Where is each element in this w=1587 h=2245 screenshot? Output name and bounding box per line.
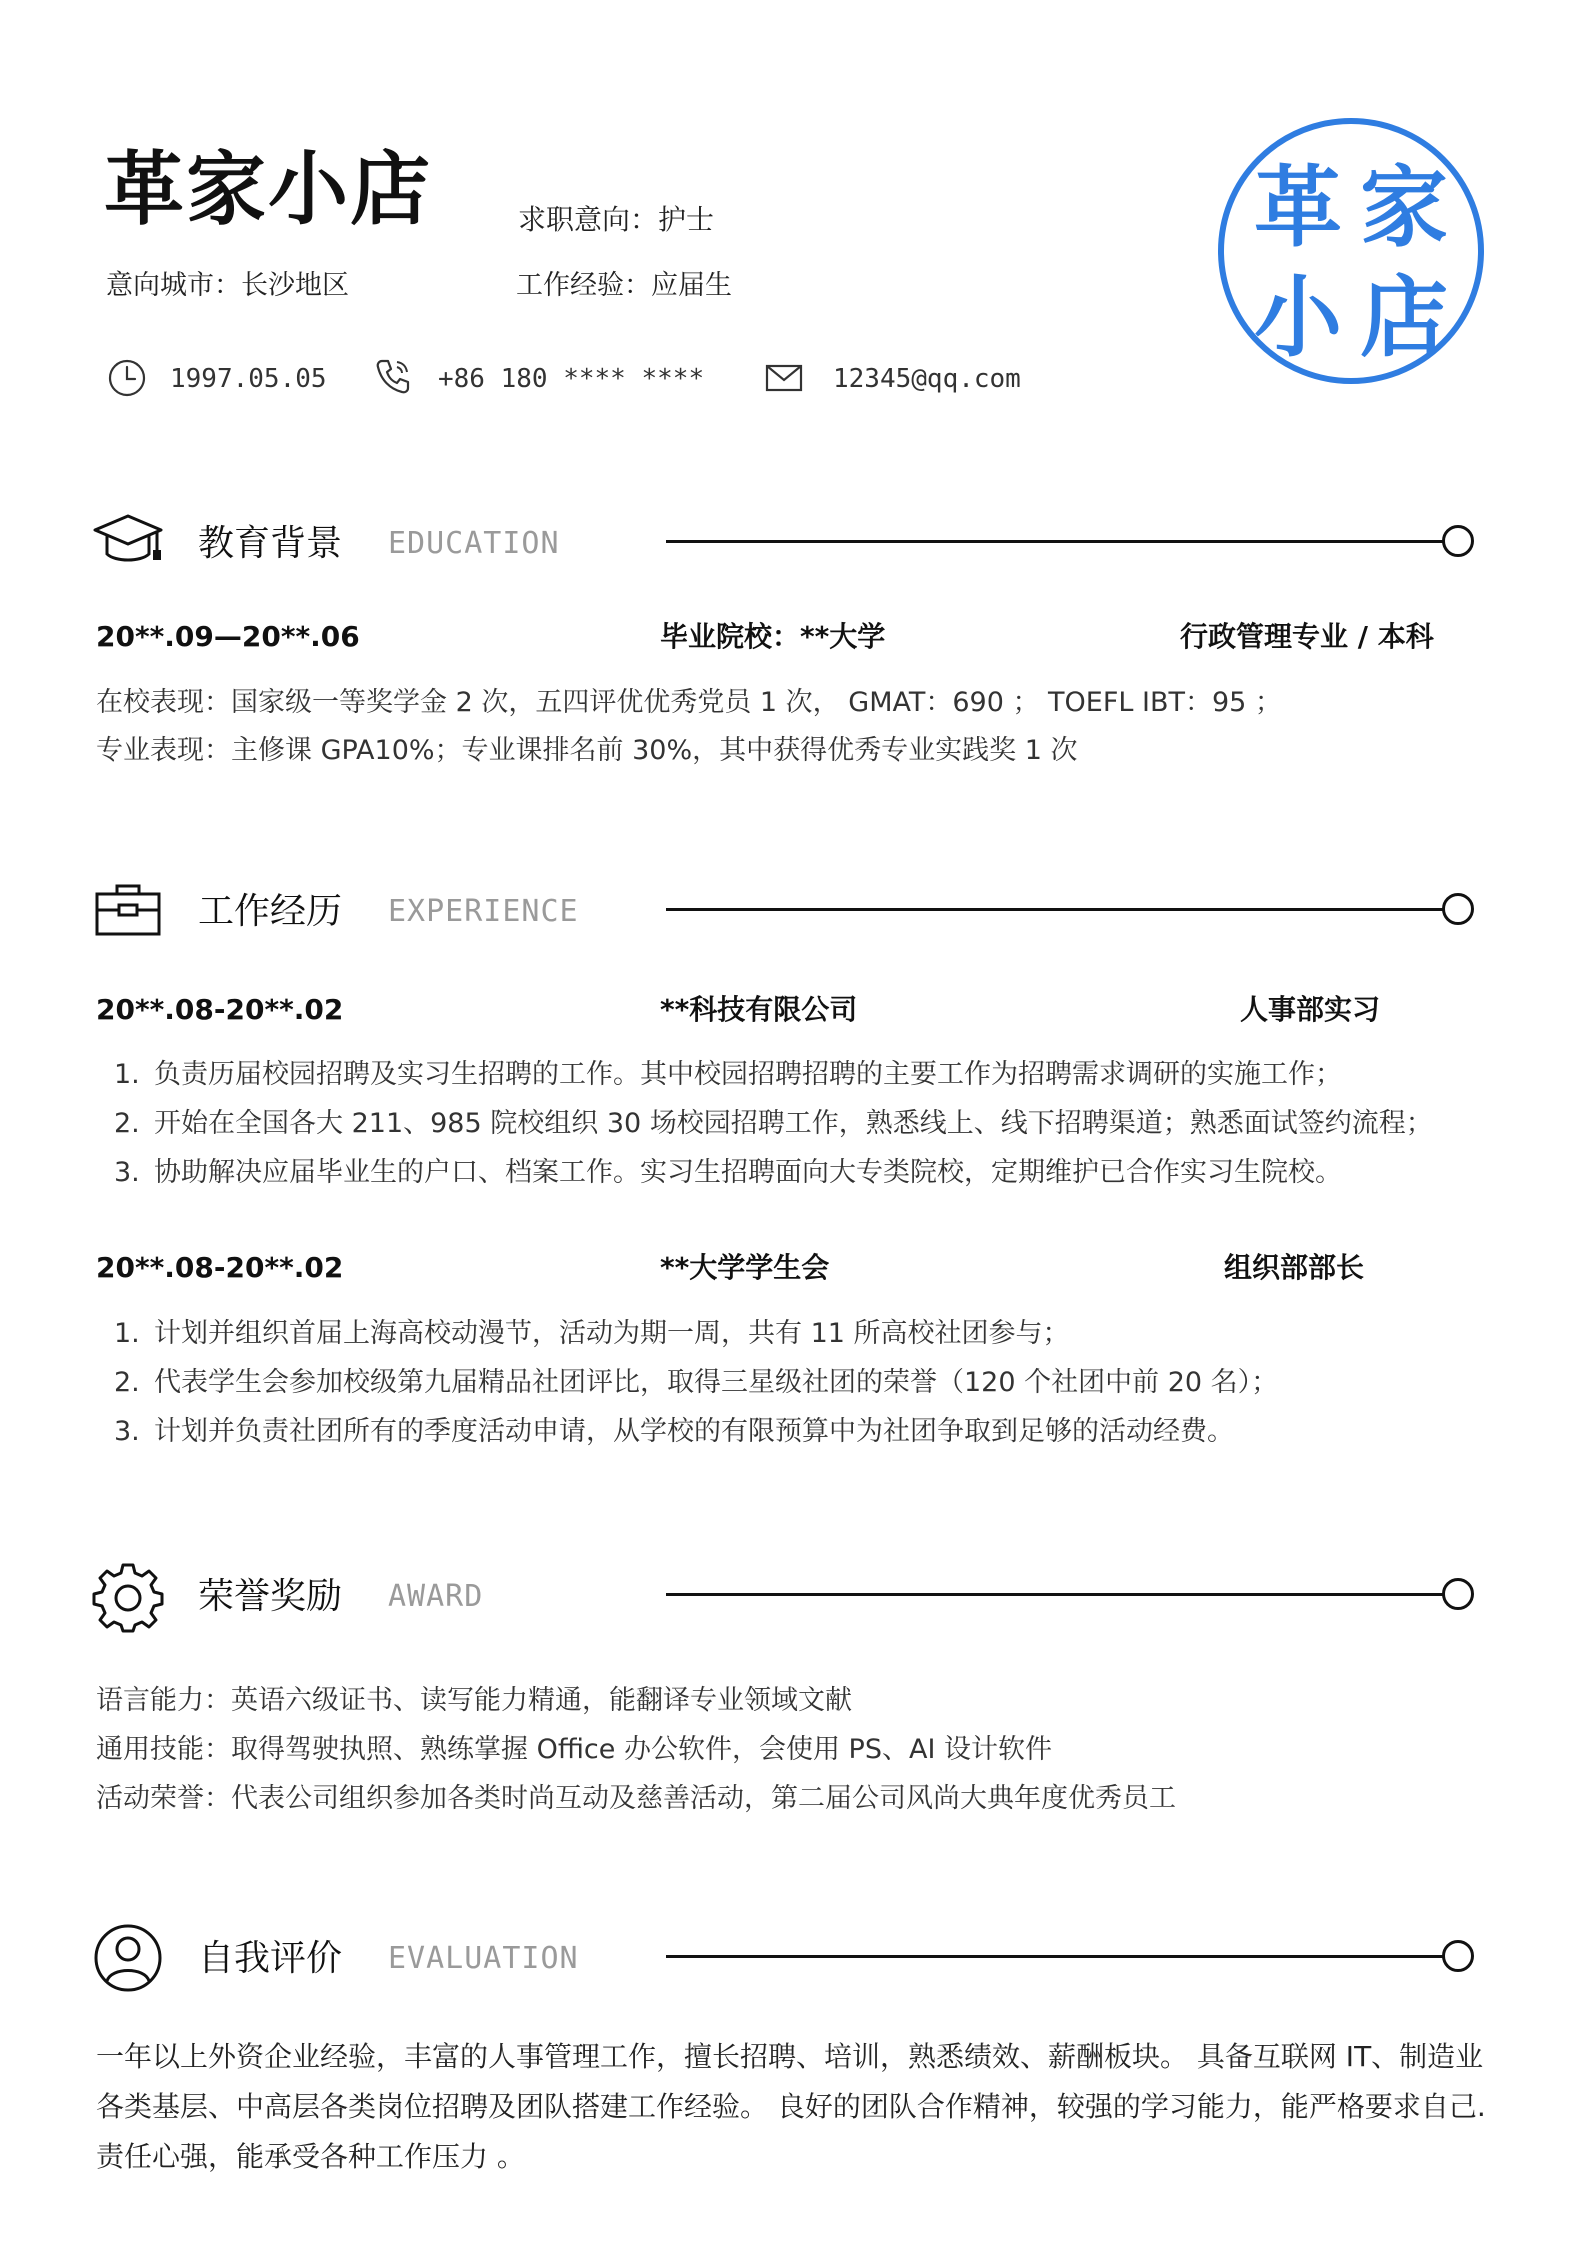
job-org: **科技有限公司 xyxy=(660,993,858,1026)
list-item: 3. 协助解决应届毕业生的户口、档案工作。实习生招聘面向大专类院校，定期维护已合作实习生院校。 xyxy=(114,1157,1342,1188)
section-divider-end xyxy=(1442,525,1474,557)
gear-icon xyxy=(91,1559,165,1633)
section-en-evaluation: EVALUATION xyxy=(388,1941,579,1976)
self-evaluation-text: 一年以上外资企业经验，丰富的人事管理工作，擅长招聘、培训，熟悉绩效、薪酬板块。 具备互联网 IT、制造业各类基层、中高层各类岗位招聘及团队搭建工作经验。 良好的团队合作精神，较强的学习能力，能严格要求自己.责任心强，能承受各种工作压力 。 xyxy=(96,2040,1486,2173)
list-item: 1. 计划并组织首届上海高校动漫节，活动为期一周，共有 11 所高校社团参与； xyxy=(114,1318,1070,1349)
target-city: 意向城市：长沙地区 xyxy=(106,270,349,301)
section-divider-end xyxy=(1442,1940,1474,1972)
phone-number: +86 180 **** **** xyxy=(438,364,705,394)
list-item: 2. 开始在全国各大 211、985 院校组织 30 场校园招聘工作，熟悉线上、线下招聘渠道；熟悉面试签约流程； xyxy=(114,1108,1433,1139)
section-title-evaluation: 自我评价 xyxy=(198,1938,343,1979)
award-line: 活动荣誉：代表公司组织参加各类时尚互动及慈善活动，第二届公司风尚大典年度优秀员工 xyxy=(96,1783,1176,1814)
briefcase-icon xyxy=(91,874,165,948)
graduation-cap-icon xyxy=(91,506,165,580)
education-school: 毕业院校：**大学 xyxy=(660,620,886,653)
section-title-award: 荣誉奖励 xyxy=(198,1576,343,1617)
svg-text:小: 小 xyxy=(1253,265,1343,369)
education-line: 专业表现：主修课 GPA10%；专业课排名前 30%，其中获得优秀专业实践奖 1 次 xyxy=(96,735,1078,766)
section-title-education: 教育背景 xyxy=(198,523,343,564)
section-divider xyxy=(666,908,1444,911)
svg-text:店: 店 xyxy=(1359,265,1449,369)
section-divider xyxy=(666,540,1444,543)
list-item: 1. 负责历届校园招聘及实习生招聘的工作。其中校园招聘招聘的主要工作为招聘需求调研的实施工作； xyxy=(114,1059,1342,1090)
section-en-award: AWARD xyxy=(388,1579,484,1614)
mail-icon xyxy=(764,358,804,398)
section-en-education: EDUCATION xyxy=(388,526,560,561)
section-title-experience: 工作经历 xyxy=(198,891,343,932)
email-address: 12345@qq.com xyxy=(833,364,1021,394)
job-intent: 求职意向：护士 xyxy=(518,203,715,236)
birth-date: 1997.05.05 xyxy=(170,364,327,394)
svg-text:革: 革 xyxy=(1253,155,1343,259)
user-icon xyxy=(91,1921,165,1995)
education-line: 在校表现：国家级一等奖学金 2 次，五四评优优秀党员 1 次， GMAT：690 ； TOEFL IBT：95 ； xyxy=(96,687,1282,718)
section-divider-end xyxy=(1442,893,1474,925)
section-divider xyxy=(666,1955,1444,1958)
job-period: 20**.08-20**.02 xyxy=(96,993,344,1026)
job-role: 组织部部长 xyxy=(1224,1251,1365,1284)
clock-icon xyxy=(107,358,147,398)
list-item: 3. 计划并负责社团所有的季度活动申请，从学校的有限预算中为社团争取到足够的活动经费。 xyxy=(114,1416,1234,1447)
job-org: **大学学生会 xyxy=(660,1251,830,1284)
section-en-experience: EXPERIENCE xyxy=(388,894,579,929)
award-line: 通用技能：取得驾驶执照、熟练掌握 Office 办公软件，会使用 PS、AI 设计软件 xyxy=(96,1734,1052,1765)
list-item: 2. 代表学生会参加校级第九届精品社团评比，取得三星级社团的荣誉（120 个社团中前 20 名）； xyxy=(114,1367,1279,1398)
work-experience: 工作经验：应届生 xyxy=(516,270,732,301)
svg-text:家: 家 xyxy=(1359,155,1449,259)
phone-icon xyxy=(373,356,413,396)
award-line: 语言能力：英语六级证书、读写能力精通，能翻译专业领域文献 xyxy=(96,1685,852,1716)
job-period: 20**.08-20**.02 xyxy=(96,1251,344,1284)
section-divider xyxy=(666,1593,1444,1596)
brand-seal-logo xyxy=(1216,116,1486,386)
job-role: 人事部实习 xyxy=(1240,993,1381,1026)
education-period: 20**.09—20**.06 xyxy=(96,620,360,653)
section-divider-end xyxy=(1442,1578,1474,1610)
candidate-name: 革家小店 xyxy=(104,143,432,236)
education-major: 行政管理专业 / 本科 xyxy=(1180,620,1434,653)
